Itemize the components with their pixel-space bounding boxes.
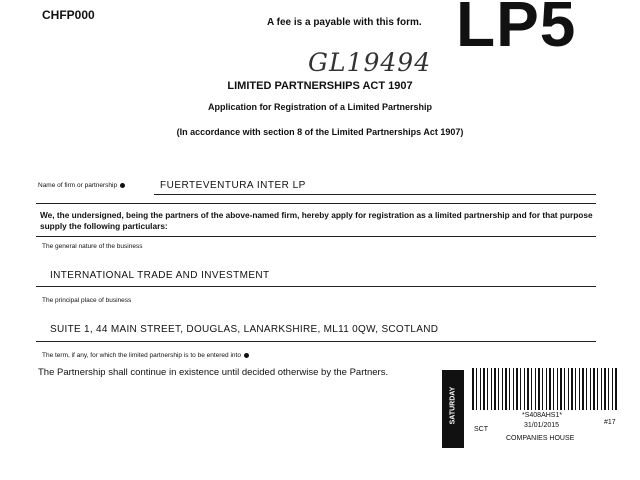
- barcode-bar: [524, 368, 525, 410]
- handwritten-reference: GL19494: [308, 48, 432, 77]
- barcode-bar: [480, 368, 481, 410]
- nature-value: INTERNATIONAL TRADE AND INVESTMENT: [50, 270, 270, 281]
- note-circle-icon: [244, 353, 249, 358]
- barcode-bar: [531, 368, 532, 410]
- declaration-text: We, the undersigned, being the partners of the above-named firm, hereby apply for registration as a limited partnership and for that purpose supply the following particulars:: [40, 210, 593, 231]
- barcode-bar: [564, 368, 565, 410]
- barcode-bar: [527, 368, 529, 410]
- place-value: SUITE 1, 44 MAIN STREET, DOUGLAS, LANARKSHIRE, ML11 0QW, SCOTLAND: [50, 324, 439, 335]
- barcode-bar: [604, 368, 606, 410]
- barcode-bar: [560, 368, 562, 410]
- barcode-bar: [615, 368, 617, 410]
- nature-label: The general nature of the business: [42, 243, 143, 250]
- term-label: [42, 352, 249, 359]
- barcode-code: *S408AHS1*: [522, 412, 563, 419]
- barcode-bar: [542, 368, 543, 410]
- stamp-authority: COMPANIES HOUSE: [506, 435, 575, 442]
- fee-notice: A fee is a payable with this form.: [267, 17, 422, 28]
- barcode-bar: [579, 368, 580, 410]
- barcode-bar: [553, 368, 554, 410]
- barcode-bar: [472, 368, 474, 410]
- barcode-bar: [535, 368, 536, 410]
- barcode-bar: [612, 368, 613, 410]
- firm-name-underline: [154, 194, 596, 195]
- stamp-date: 31/01/2015: [524, 422, 560, 429]
- nature-rule: [36, 286, 596, 287]
- barcode-bar: [505, 368, 507, 410]
- barcode-bar: [509, 368, 510, 410]
- act-title: LIMITED PARTNERSHIPS ACT 1907: [227, 80, 413, 92]
- firm-name-label: [38, 182, 125, 189]
- barcode-bar: [601, 368, 602, 410]
- barcode-bar: [575, 368, 576, 410]
- barcode-image: [470, 368, 618, 410]
- declaration-top-rule: [36, 203, 596, 204]
- barcode-bar: [586, 368, 587, 410]
- barcode-bar: [546, 368, 547, 410]
- barcode-bar: [571, 368, 573, 410]
- barcode-bar: [487, 368, 488, 410]
- barcode-bar: [590, 368, 591, 410]
- place-label: The principal place of business: [42, 297, 132, 304]
- term-label-text: The term, if any, for which the limited partnership is to be entered into: [42, 352, 241, 359]
- accordance-note: (In accordance with section 8 of the Limited Partnerships Act 1907): [176, 127, 464, 137]
- barcode-bar: [498, 368, 499, 410]
- barcode-bar: [513, 368, 514, 410]
- barcode-bar: [593, 368, 595, 410]
- term-value: The Partnership shall continue in existence until decided otherwise by the Partners.: [38, 367, 389, 378]
- barcode-bar: [549, 368, 551, 410]
- day-stamp: [442, 370, 464, 448]
- barcode-bar: [520, 368, 521, 410]
- place-rule: [36, 341, 596, 342]
- firm-name-value: FUERTEVENTURA INTER LP: [160, 180, 306, 191]
- barcode-bar: [582, 368, 584, 410]
- day-stamp-text: SATURDAY: [449, 386, 457, 425]
- barcode-bar: [502, 368, 503, 410]
- form-code: CHFP000: [42, 8, 95, 22]
- declaration-bottom-rule: [36, 236, 596, 237]
- barcode-bar: [538, 368, 540, 410]
- barcode-bar: [557, 368, 558, 410]
- barcode-bar: [491, 368, 492, 410]
- barcode-bar: [568, 368, 569, 410]
- barcode-bar: [494, 368, 496, 410]
- stamp-number: #17: [604, 419, 616, 426]
- barcode-bar: [608, 368, 609, 410]
- application-title: Application for Registration of a Limited Partnership: [207, 102, 433, 112]
- form-number: LP5: [456, 0, 577, 60]
- barcode-bar: [516, 368, 518, 410]
- barcode-bar: [476, 368, 477, 410]
- firm-name-label-text: Name of firm or partnership: [38, 182, 118, 189]
- stamp-office: SCT: [474, 426, 488, 433]
- barcode-bar: [597, 368, 598, 410]
- note-circle-icon: [120, 183, 125, 188]
- barcode-bar: [483, 368, 485, 410]
